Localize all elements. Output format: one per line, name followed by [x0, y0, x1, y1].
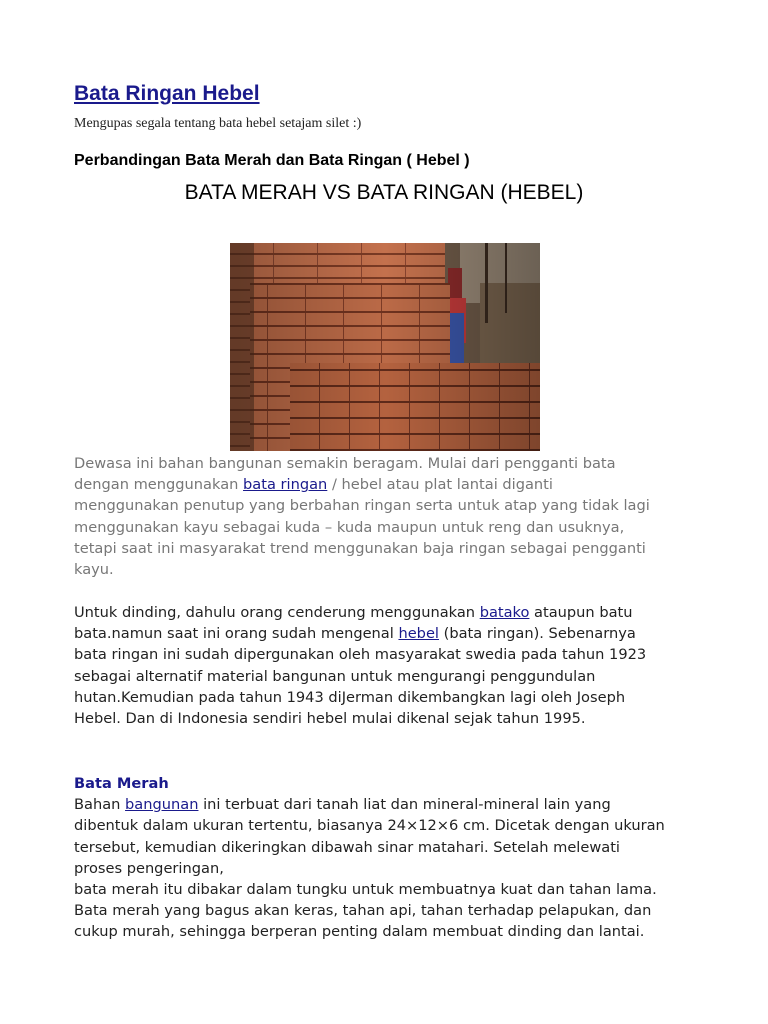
text-segment: (bata ringan). Sebenarnya — [438, 625, 636, 643]
bata-merah-section — [74, 773, 704, 943]
text-line — [74, 474, 704, 495]
text-line — [74, 602, 704, 623]
post-headline: BATA MERAH VS BATA RINGAN (HEBEL) — [184, 181, 584, 204]
text-line: cukup murah, sehingga berperan penting dalam membuat dinding dan lantai. — [74, 923, 645, 941]
text-segment: dengan menggunakan — [74, 476, 244, 494]
batako-link[interactable]: batako — [479, 604, 530, 621]
blog-description: Mengupas segala tentang bata hebel setajam silet :) — [74, 116, 362, 131]
text-line: dibentuk dalam ukuran tertentu, biasanya 24×12×6 cm. Dicetak dengan ukuran — [74, 817, 665, 835]
text-line: bata merah itu dibakar dalam tungku untuk membuatnya kuat dan tahan lama. — [74, 881, 657, 899]
blog-title-link[interactable]: Bata Ringan Hebel — [74, 82, 260, 105]
text-line: kayu. — [74, 561, 114, 579]
text-line: Bata merah yang bagus akan keras, tahan api, tahan terhadap pelapukan, dan — [74, 902, 652, 920]
history-paragraph — [74, 602, 704, 729]
bangunan-link[interactable]: bangunan — [125, 796, 199, 814]
text-segment: Bahan — [74, 796, 126, 814]
intro-paragraph — [74, 453, 704, 580]
text-line — [74, 773, 704, 794]
bata-ringan-link[interactable]: bata ringan — [243, 476, 328, 494]
text-line: tersebut, kemudian dikeringkan dibawah sinar matahari. Setelah melewati — [74, 838, 620, 856]
text-line: hutan.Kemudian pada tahun 1943 diJerman dikembangkan lagi oleh Joseph — [74, 688, 626, 706]
text-segment: bata.namun saat ini orang sudah mengenal — [74, 625, 399, 643]
text-segment: / hebel atau plat lantai diganti — [327, 476, 553, 494]
text-line: Hebel. Dan di Indonesia sendiri hebel mulai dikenal sejak tahun 1995. — [74, 710, 586, 728]
text-segment: ataupun batu — [529, 604, 633, 621]
text-line: tetapi saat ini masyarakat trend menggunakan baja ringan sebagai pengganti — [74, 539, 646, 557]
red-brick-stack-photo — [230, 243, 540, 451]
hebel-link[interactable]: hebel — [398, 625, 439, 643]
text-line — [74, 623, 704, 644]
text-line: sebagai alternatif material bangunan untuk mengurangi penggundulan — [74, 667, 596, 685]
text-segment: ini terbuat dari tanah liat dan mineral-mineral lain yang — [198, 796, 611, 814]
text-line — [74, 794, 704, 815]
bata-merah-heading-link[interactable]: Bata Merah — [74, 775, 169, 792]
text-line: menggunakan penutup yang berbahan ringan serta untuk atap yang tidak lagi — [74, 497, 650, 515]
text-line: proses pengeringan, — [74, 859, 224, 877]
post-title: Perbandingan Bata Merah dan Bata Ringan ( Hebel ) — [74, 152, 470, 169]
text-line: bata ringan ini sudah dipergunakan oleh masyarakat swedia pada tahun 1923 — [74, 646, 647, 664]
text-line: Dewasa ini bahan bangunan semakin beragam. Mulai dari pengganti bata — [74, 455, 616, 472]
text-line: menggunakan kayu sebagai kuda – kuda maupun untuk reng dan usuknya, — [74, 518, 625, 536]
text-segment: Untuk dinding, dahulu orang cenderung menggunakan — [74, 604, 480, 621]
